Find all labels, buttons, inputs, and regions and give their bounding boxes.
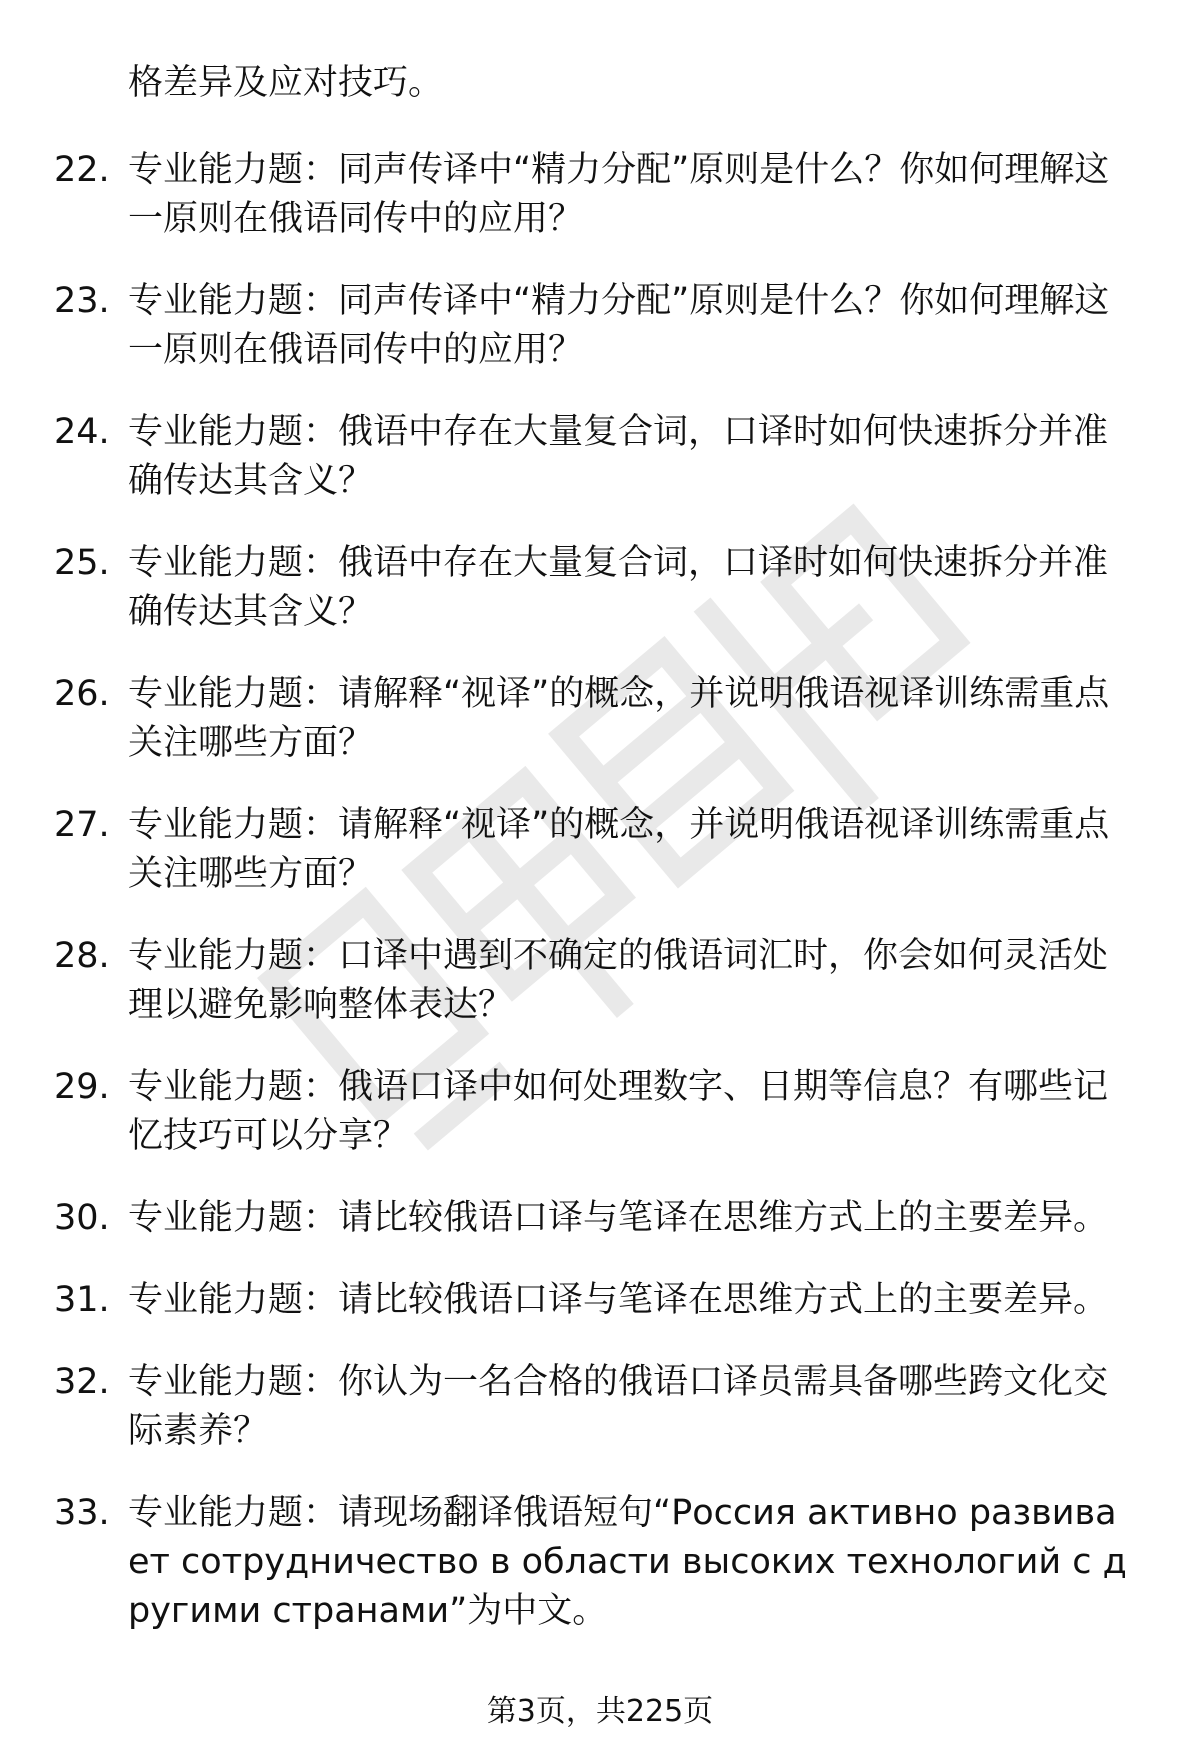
question-number: 22.	[54, 150, 110, 190]
question-text: 专业能力题：请比较俄语口译与笔译在思维方式上的主要差异。	[128, 1280, 1109, 1320]
question-number: 26.	[54, 674, 110, 714]
question-number: 23.	[54, 281, 110, 321]
list-item	[0, 1276, 1200, 1325]
continuation-text: 格差异及应对技巧。	[128, 63, 444, 103]
list-item	[0, 1358, 1200, 1456]
list-item	[0, 408, 1200, 506]
list-item	[0, 1489, 1200, 1636]
question-text: 专业能力题：俄语中存在大量复合词，口译时如何快速拆分并准确传达其含义？	[128, 412, 1109, 501]
question-number: 29.	[54, 1067, 110, 1107]
question-list	[0, 146, 1200, 1669]
question-number: 24.	[54, 412, 110, 452]
question-text: 专业能力题：俄语中存在大量复合词，口译时如何快速拆分并准确传达其含义？	[128, 543, 1109, 632]
list-item	[0, 670, 1200, 768]
list-item	[0, 801, 1200, 899]
question-number: 25.	[54, 543, 110, 583]
question-number: 33.	[54, 1493, 110, 1533]
question-text: 专业能力题：同声传译中“精力分配”原则是什么？你如何理解这一原则在俄语同传中的应用？	[128, 281, 1110, 370]
list-item	[0, 1194, 1200, 1243]
question-text: 专业能力题：请解释“视译”的概念，并说明俄语视译训练需重点关注哪些方面？	[128, 674, 1110, 763]
question-text: 专业能力题：请比较俄语口译与笔译在思维方式上的主要差异。	[128, 1198, 1109, 1238]
list-item	[0, 277, 1200, 375]
list-item	[0, 932, 1200, 1030]
question-text: 专业能力题：俄语口译中如何处理数字、日期等信息？有哪些记忆技巧可以分享？	[128, 1067, 1109, 1156]
page-footer: 第3页，共225页	[486, 1694, 714, 1729]
question-number: 31.	[54, 1280, 110, 1320]
question-number: 28.	[54, 936, 110, 976]
question-number: 30.	[54, 1198, 110, 1238]
question-number: 32.	[54, 1362, 110, 1402]
question-number: 27.	[54, 805, 110, 845]
list-item	[0, 1063, 1200, 1161]
question-text: 专业能力题：口译中遇到不确定的俄语词汇时，你会如何灵活处理以避免影响整体表达？	[128, 936, 1109, 1025]
list-item	[0, 539, 1200, 637]
question-text: 专业能力题：请现场翻译俄语短句“Россия активно развивает сотрудничество в области высоких технологий с другими странами”为中文。	[128, 1493, 1127, 1631]
question-text: 专业能力题：同声传译中“精力分配”原则是什么？你如何理解这一原则在俄语同传中的应用？	[128, 150, 1110, 239]
list-item	[0, 146, 1200, 244]
question-text: 专业能力题：你认为一名合格的俄语口译员需具备哪些跨文化交际素养？	[128, 1362, 1109, 1451]
question-text: 专业能力题：请解释“视译”的概念，并说明俄语视译训练需重点关注哪些方面？	[128, 805, 1110, 894]
